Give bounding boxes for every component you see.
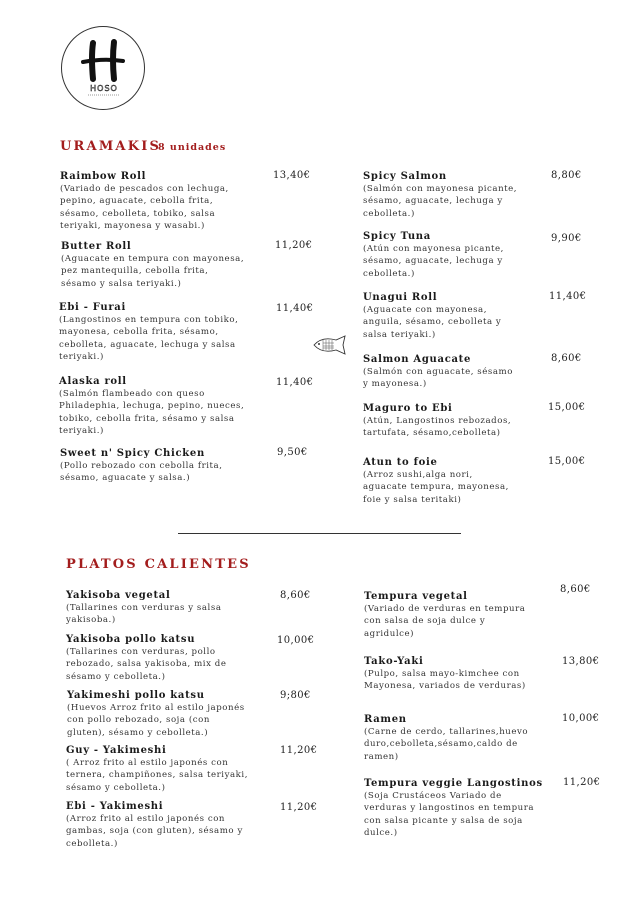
menu-item bbox=[364, 713, 564, 763]
menu-item bbox=[363, 402, 563, 440]
menu-item bbox=[61, 240, 261, 290]
menu-item-price: 10,00€ bbox=[562, 713, 600, 724]
menu-item-price: 11,40€ bbox=[549, 291, 587, 302]
menu-item-name: Ebi - Yakimeshi bbox=[66, 801, 164, 812]
menu-item-description: (Atún con mayonesa picante, sésamo, aguacate, lechuga y cebolleta.) bbox=[363, 244, 504, 279]
menu-item bbox=[363, 230, 563, 280]
menu-item bbox=[363, 170, 563, 220]
menu-item-description: (Arroz frito al estilo japonés con gambas, soja (con gluten), sésamo y cebolleta.) bbox=[66, 814, 243, 849]
menu-item-name: Yakimeshi pollo katsu bbox=[67, 690, 205, 701]
menu-item-price: 9,50€ bbox=[277, 447, 308, 458]
menu-item-description: (Tallarines con verduras y salsa yakisoba.) bbox=[66, 603, 222, 626]
menu-item-name: Maguro to Ebi bbox=[363, 403, 453, 414]
menu-item bbox=[363, 291, 563, 341]
menu-item-name: Ebi - Furai bbox=[59, 302, 126, 313]
menu-item-description: (Pollo rebozado con cebolla frita, sésamo, aguacate y salsa.) bbox=[60, 461, 223, 484]
menu-item-name: Tempura veggie Langostinos bbox=[364, 778, 543, 789]
menu-item-price: 13,40€ bbox=[273, 170, 311, 181]
menu-item-description: (Arroz sushi,alga nori, aguacate tempura, mayonesa, foie y salsa teritaki) bbox=[363, 470, 509, 505]
menu-item bbox=[364, 590, 564, 640]
fish-icon bbox=[312, 334, 348, 356]
menu-item bbox=[66, 633, 266, 683]
menu-item-price: 10,00€ bbox=[277, 635, 315, 646]
menu-item-name: Yakisoba vegetal bbox=[66, 590, 171, 601]
menu-item bbox=[363, 456, 563, 506]
menu-item-description: ( Arroz frito al estilo japonés con ternera, champiñones, salsa teriyaki, sésamo y cebolleta.) bbox=[66, 758, 248, 793]
menu-item-description: (Langostinos en tempura con tobiko, mayonesa, cebolla frita, sésamo, cebolleta, aguacate, lechuga y salsa teriyaki.) bbox=[59, 315, 239, 363]
uramakis-title: URAMAKIS bbox=[60, 139, 162, 154]
menu-item-name: Guy - Yakimeshi bbox=[66, 745, 167, 756]
menu-item bbox=[66, 744, 266, 794]
menu-item-price: 11,20€ bbox=[280, 802, 318, 813]
menu-item-name: Spicy Tuna bbox=[363, 231, 431, 242]
menu-item-name: Atun to foie bbox=[363, 457, 438, 468]
menu-item bbox=[59, 375, 259, 438]
menu-item-price: 8,60€ bbox=[551, 353, 582, 364]
menu-item-name: Salmon Aguacate bbox=[363, 354, 472, 365]
menu-item bbox=[363, 353, 563, 391]
menu-item bbox=[66, 800, 266, 850]
menu-item bbox=[364, 777, 564, 840]
menu-item-price: 11,20€ bbox=[280, 745, 318, 756]
menu-item-name: Unagui Roll bbox=[363, 292, 438, 303]
menu-item-price: 11,20€ bbox=[563, 777, 601, 788]
menu-item bbox=[67, 689, 267, 739]
menu-item-price: 8,60€ bbox=[560, 584, 591, 595]
menu-item-price: 8,80€ bbox=[551, 170, 582, 181]
menu-item-name: Sweet n' Spicy Chicken bbox=[60, 448, 205, 459]
menu-item-description: (Salmón flambeado con queso Philadephia, lechuga, pepino, nueces, tobiko, cebolla frita, sésamo y salsa teriyaki.) bbox=[59, 389, 245, 437]
menu-item-name: Tako-Yaki bbox=[364, 656, 424, 667]
menu-item bbox=[66, 589, 266, 627]
menu-item-description: (Huevos Arroz frito al estilo japonés con pollo rebozado, soja (con gluten), sésamo y cebolleta.) bbox=[67, 703, 245, 738]
menu-item-description: (Salmón con mayonesa picante, sésamo, aguacate, lechuga y cebolleta.) bbox=[363, 184, 518, 219]
menu-item-price: 15,00€ bbox=[548, 456, 586, 467]
menu-item-description: (Atún, Langostinos rebozados, tartufata, sésamo,cebolleta) bbox=[363, 416, 512, 439]
uramakis-subtitle: 8 unidades bbox=[158, 142, 227, 153]
menu-item bbox=[60, 447, 260, 485]
menu-item-price: 11,20€ bbox=[275, 240, 313, 251]
menu-item-price: 9;80€ bbox=[280, 690, 311, 701]
menu-item-description: (Aguacate en tempura con mayonesa, pez mantequilla, cebolla frita, sésamo y salsa teriyaki.) bbox=[61, 254, 245, 289]
menu-item-name: Tempura vegetal bbox=[364, 591, 468, 602]
hoso-logo-icon bbox=[62, 27, 146, 111]
menu-item-description: (Salmón con aguacate, sésamo y mayonesa.) bbox=[363, 367, 513, 390]
platos-calientes-title: PLATOS CALIENTES bbox=[66, 557, 251, 572]
menu-item-price: 13,80€ bbox=[562, 656, 600, 667]
menu-item-description: (Variado de pescados con lechuga, pepino, aguacate, cebolla frita, sésamo, cebolleta, tobiko, salsa teriyaki, mayonesa y wasabi.) bbox=[60, 184, 229, 232]
menu-item-description: (Aguacate con mayonesa, anguila, sésamo, cebolleta y salsa teriyaki.) bbox=[363, 305, 502, 340]
hoso-logo bbox=[61, 26, 145, 110]
menu-item-price: 11,40€ bbox=[276, 377, 314, 388]
menu-item-name: Yakisoba pollo katsu bbox=[66, 634, 196, 645]
menu-item-description: (Pulpo, salsa mayo-kimchee con Mayonesa, variados de verduras) bbox=[364, 669, 526, 692]
menu-item bbox=[59, 301, 259, 364]
menu-item-description: (Carne de cerdo, tallarines,huevo duro,cebolleta,sésamo,caldo de ramen) bbox=[364, 727, 529, 762]
menu-item-description: (Variado de verduras en tempura con salsa de soja dulce y agridulce) bbox=[364, 604, 526, 639]
menu-item bbox=[60, 170, 260, 233]
menu-item-price: 9,90€ bbox=[551, 233, 582, 244]
menu-item-price: 8,60€ bbox=[280, 590, 311, 601]
menu-item-name: Raimbow Roll bbox=[60, 171, 147, 182]
menu-item-description: (Soja Crustáceos Variado de verduras y langostinos en tempura con salsa picante y salsa de soja dulce.) bbox=[364, 791, 535, 839]
menu-item-price: 15,00€ bbox=[548, 402, 586, 413]
menu-item-name: Spicy Salmon bbox=[363, 171, 447, 182]
menu-item-price: 11,40€ bbox=[276, 303, 314, 314]
menu-item-name: Butter Roll bbox=[61, 241, 132, 252]
menu-item-name: Alaska roll bbox=[59, 376, 127, 387]
menu-item-description: (Tallarines con verduras, pollo rebozado, salsa yakisoba, mix de sésamo y cebolleta.) bbox=[66, 647, 227, 682]
svg-text:HOSO: HOSO bbox=[90, 84, 118, 93]
menu-item bbox=[364, 655, 564, 693]
section-divider bbox=[178, 533, 461, 534]
menu-item-name: Ramen bbox=[364, 714, 407, 725]
